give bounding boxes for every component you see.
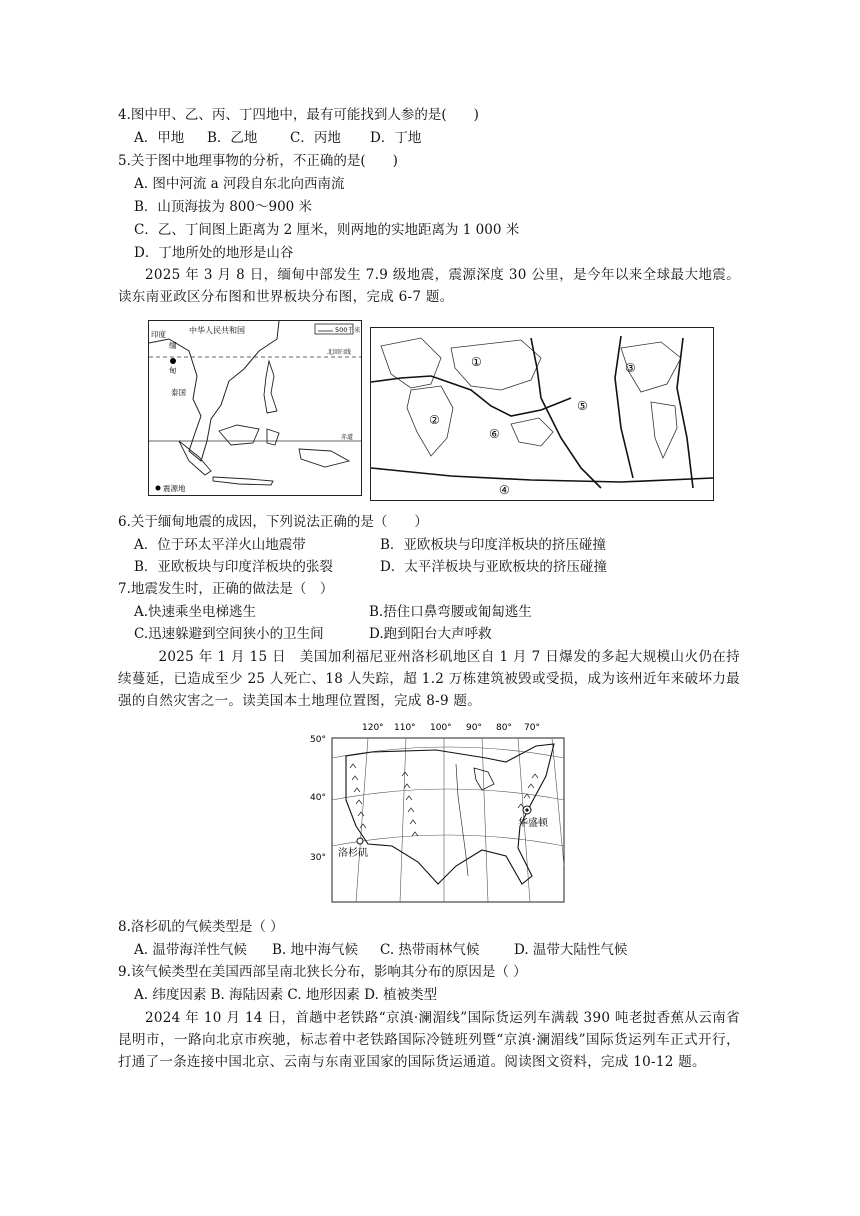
label-india: 印度 bbox=[151, 330, 166, 339]
q6-option-d: D．太平洋板块与亚欧板块的挤压碰撞 bbox=[380, 559, 607, 575]
lat-30: 30° bbox=[310, 853, 326, 863]
philippines-outline bbox=[264, 361, 277, 413]
label-dian: 甸 bbox=[169, 366, 177, 375]
plate-label-4: ④ bbox=[499, 483, 510, 497]
q4-option-d: D．丁地 bbox=[370, 130, 422, 146]
q5-option-d: D．丁地所处的地形是山谷 bbox=[134, 245, 294, 261]
plate-label-1: ① bbox=[471, 355, 482, 369]
label-thailand: 泰国 bbox=[171, 388, 186, 397]
q6-option-c: B．亚欧板块与印度洋板块的张裂 bbox=[134, 559, 333, 575]
lon-110: 110° bbox=[394, 723, 416, 733]
epicenter-marker bbox=[170, 358, 176, 364]
q8-option-d: D. 温带大陆性气候 bbox=[514, 942, 628, 958]
lat-50: 50° bbox=[310, 735, 326, 745]
new-guinea-outline bbox=[299, 449, 349, 467]
scale-label: 500千米 bbox=[335, 326, 361, 334]
q4-stem: 4.图中甲、乙、丙、丁四地中，最有可能找到人参的是( ) bbox=[118, 107, 479, 123]
label-los-angeles: 洛杉矶 bbox=[338, 848, 368, 859]
label-washington: 华盛顿 bbox=[518, 818, 548, 829]
q7-option-b: B.捂住口鼻弯腰或匍匐逃生 bbox=[369, 604, 532, 620]
sulawesi-outline bbox=[267, 429, 279, 445]
q8-option-c: C. 热带雨林气候 bbox=[380, 942, 480, 958]
q5-option-b: B．山顶海拔为 800～900 米 bbox=[134, 199, 313, 215]
plate-label-6: ⑥ bbox=[489, 427, 500, 441]
q9-options: A. 纬度因素 B. 海陆因素 C. 地形因素 D. 植被类型 bbox=[134, 987, 438, 1003]
q7-option-c: C.迅速躲避到空间狭小的卫生间 bbox=[134, 626, 324, 642]
q8-option-b: B. 地中海气候 bbox=[272, 942, 359, 958]
q7-stem: 7.地震发生时，正确的做法是（ ） bbox=[118, 581, 334, 597]
southeast-asia-map bbox=[148, 320, 362, 496]
label-epicenter: 震源地 bbox=[163, 484, 186, 493]
lat-40: 40° bbox=[310, 793, 326, 803]
legend-epicenter-dot bbox=[156, 486, 161, 491]
lon-120: 120° bbox=[362, 723, 384, 733]
continent-europe bbox=[381, 338, 441, 388]
q5-option-c: C．乙、丁间图上距离为 2 厘米，则两地的实地距离为 1 000 米 bbox=[134, 222, 520, 238]
java-outline bbox=[213, 477, 273, 485]
usa-map bbox=[306, 716, 568, 904]
sumatra-outline bbox=[179, 441, 211, 475]
continent-asia bbox=[451, 340, 541, 390]
los-angeles-marker bbox=[357, 838, 363, 844]
continent-south-america bbox=[651, 402, 677, 458]
label-mian: 缅 bbox=[169, 341, 177, 350]
plate-boundary-4 bbox=[371, 468, 713, 482]
label-equator: 赤道 bbox=[341, 434, 354, 441]
q5-stem: 5.关于图中地理事物的分析，不正确的是( ) bbox=[118, 153, 398, 169]
q4-option-c: C．丙地 bbox=[290, 130, 341, 146]
q8-option-a: A. 温带海洋性气候 bbox=[134, 942, 247, 958]
intro-10-12: 2024 年 10 月 14 日，首趟中老铁路“京滇·澜湄线”国际货运列车满载 390 吨老挝香蕉从云南省昆明市，一路向北京市疾驰，标志着中老铁路国际冷链班列暨“京滇·澜湄线”国际货运列车正式开行，打通了一条连接中国北京、云南与东南亚国家的国际货运通道。阅读图文资料，完成 10-12 题。 bbox=[118, 1010, 740, 1070]
plate-label-3: ③ bbox=[625, 361, 636, 375]
plate-label-5: ⑤ bbox=[577, 399, 588, 413]
lon-70: 70° bbox=[524, 723, 540, 733]
q8-stem: 8.洛杉矶的气候类型是（ ） bbox=[118, 919, 284, 935]
q4-option-b: B．乙地 bbox=[207, 130, 258, 146]
q7-option-a: A.快速乘坐电梯逃生 bbox=[134, 604, 257, 620]
q5-option-a: A. 图中河流 a 河段自东北向西南流 bbox=[134, 176, 345, 192]
lon-100: 100° bbox=[430, 723, 452, 733]
lon-80: 80° bbox=[496, 723, 512, 733]
continent-australia bbox=[511, 418, 553, 446]
plate-label-2: ② bbox=[429, 413, 440, 427]
label-tropic: 北回归线 bbox=[327, 349, 352, 356]
borneo-outline bbox=[219, 425, 259, 445]
intro-6-7: 2025 年 3 月 8 日，缅甸中部发生 7.9 级地震，震源深度 30 公里，是今年以来全球最大地震。读东南亚政区分布图和世界板块分布图，完成 6-7 题。 bbox=[118, 267, 740, 305]
intro-8-9: 2025 年 1 月 15 日 美国加利福尼亚州洛杉矶地区自 1 月 7 日爆发的多起大规模山火仍在持续蔓延，已造成至少 25 人死亡、18 人失踪，超 1.2 万栋建筑被毁或受损，成为该州近年来破坏力最强的自然灾害之一。读美国本土地理位置图，完成 8-9 题。 bbox=[118, 649, 740, 709]
plate-boundary-2 bbox=[531, 338, 601, 488]
q6-option-a: A．位于环太平洋火山地震带 bbox=[134, 537, 306, 553]
q6-stem: 6.关于缅甸地震的成因，下列说法正确的是（ ） bbox=[118, 514, 428, 530]
q7-option-d: D.跑到阳台大声呼救 bbox=[369, 626, 492, 642]
q9-stem: 9.该气候类型在美国西部呈南北狭长分布，影响其分布的原因是（ ） bbox=[118, 964, 527, 980]
lon-90: 90° bbox=[466, 723, 482, 733]
q4-option-a: A．甲地 bbox=[134, 130, 185, 146]
label-china: 中华人民共和国 bbox=[189, 326, 245, 335]
world-plates-map bbox=[370, 327, 714, 501]
q6-option-b: B．亚欧板块与印度洋板块的挤压碰撞 bbox=[380, 537, 606, 553]
